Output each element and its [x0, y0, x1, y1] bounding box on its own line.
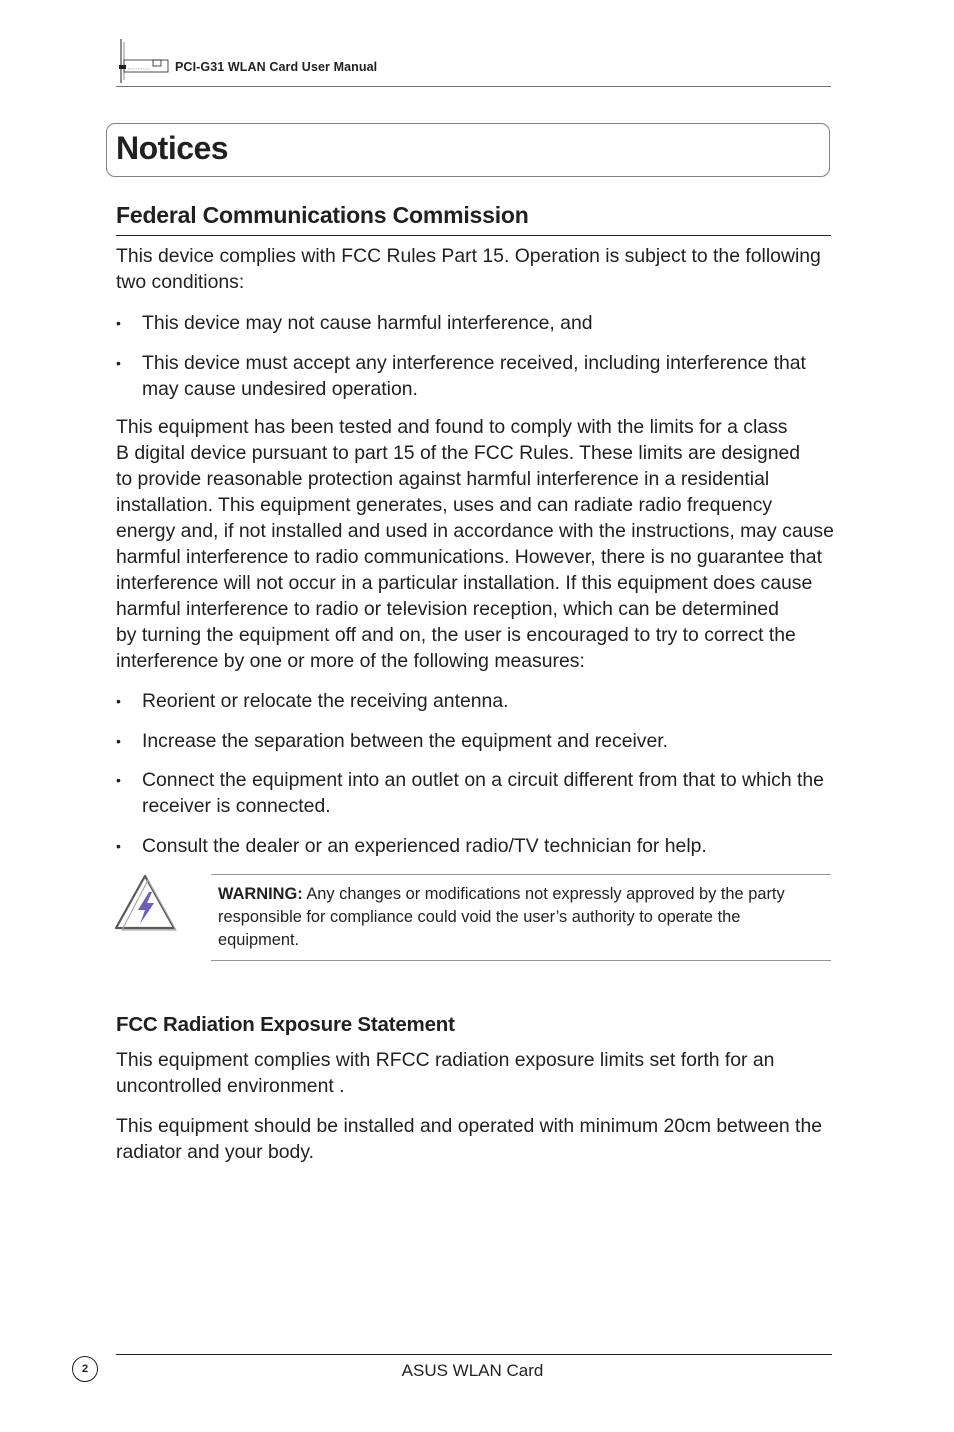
radiation-paragraph	[116, 1047, 836, 1099]
paragraph-line: uncontrolled environment .	[116, 1075, 345, 1097]
bullet-marker: •	[116, 315, 121, 331]
fcc-heading-divider	[116, 235, 831, 236]
paragraph-line: to provide reasonable protection against harmful interference in a residential	[116, 468, 770, 490]
bullet-marker: •	[116, 733, 121, 749]
list-item-text: This device may not cause harmful interference, and	[142, 312, 593, 334]
list-item-text: receiver is connected.	[142, 795, 331, 817]
manual-title: PCI-G31 WLAN Card User Manual	[175, 60, 378, 74]
fcc-heading: Federal Communications Commission	[116, 202, 529, 228]
paragraph-line: B digital device pursuant to part 15 of the FCC Rules. These limits are designed	[116, 442, 801, 464]
bullet-marker: •	[116, 772, 121, 788]
warning-note	[218, 883, 830, 952]
header-divider	[116, 86, 831, 87]
warning-top-divider	[211, 874, 831, 875]
list-item-text: Consult the dealer or an experienced radio/TV technician for help.	[142, 835, 707, 857]
radiation-distance-paragraph	[116, 1113, 836, 1165]
paragraph-line: installation. This equipment generates, uses and can radiate radio frequency	[116, 494, 773, 516]
warning-text: equipment.	[218, 931, 300, 949]
page-number: 2	[72, 1356, 98, 1382]
bullet-marker: •	[116, 355, 121, 371]
paragraph-line: radiator and your body.	[116, 1141, 314, 1163]
paragraph-line: This equipment complies with RFCC radiation exposure limits set forth for an	[116, 1049, 775, 1071]
fcc-body-paragraph	[116, 414, 836, 674]
paragraph-line: This equipment has been tested and found to comply with the limits for a class	[116, 416, 788, 438]
footer-divider	[116, 1354, 832, 1355]
list-item-text: may cause undesired operation.	[142, 378, 418, 400]
warning-text: Any changes or modifications not expressly approved by the party	[302, 885, 785, 903]
fcc-intro-paragraph	[116, 243, 836, 295]
list-item-text: Reorient or relocate the receiving antenna.	[142, 690, 509, 712]
paragraph-line: interference will not occur in a particular installation. If this equipment does cause	[116, 572, 813, 594]
paragraph-line: energy and, if not installed and used in accordance with the instructions, may cause	[116, 520, 834, 542]
warning-label: WARNING:	[218, 885, 303, 903]
warning-lightning-icon	[112, 872, 178, 932]
section-title-box	[106, 123, 830, 177]
paragraph-line: two conditions:	[116, 271, 245, 293]
paragraph-line: interference by one or more of the following measures:	[116, 650, 585, 672]
footer-product-name: ASUS WLAN Card	[401, 1361, 544, 1380]
list-item-text: Increase the separation between the equipment and receiver.	[142, 730, 669, 752]
paragraph-line: by turning the equipment off and on, the user is encouraged to try to correct the	[116, 624, 796, 646]
section-title: Notices	[116, 130, 229, 166]
radiation-heading: FCC Radiation Exposure Statement	[116, 1013, 455, 1036]
paragraph-line: This device complies with FCC Rules Part 15. Operation is subject to the following	[116, 245, 821, 267]
paragraph-line: This equipment should be installed and operated with minimum 20cm between the	[116, 1115, 823, 1137]
warning-text: responsible for compliance could void the user’s authority to operate the	[218, 908, 741, 926]
paragraph-line: harmful interference to radio communications. However, there is no guarantee that	[116, 546, 822, 568]
pci-card-icon	[116, 38, 172, 84]
warning-bottom-divider	[211, 960, 831, 961]
bullet-marker: •	[116, 838, 121, 854]
bullet-marker: •	[116, 693, 121, 709]
list-item-text: Connect the equipment into an outlet on a circuit different from that to which the	[142, 769, 824, 791]
list-item-text: This device must accept any interference received, including interference that	[142, 352, 806, 374]
paragraph-line: harmful interference to radio or television reception, which can be determined	[116, 598, 779, 620]
